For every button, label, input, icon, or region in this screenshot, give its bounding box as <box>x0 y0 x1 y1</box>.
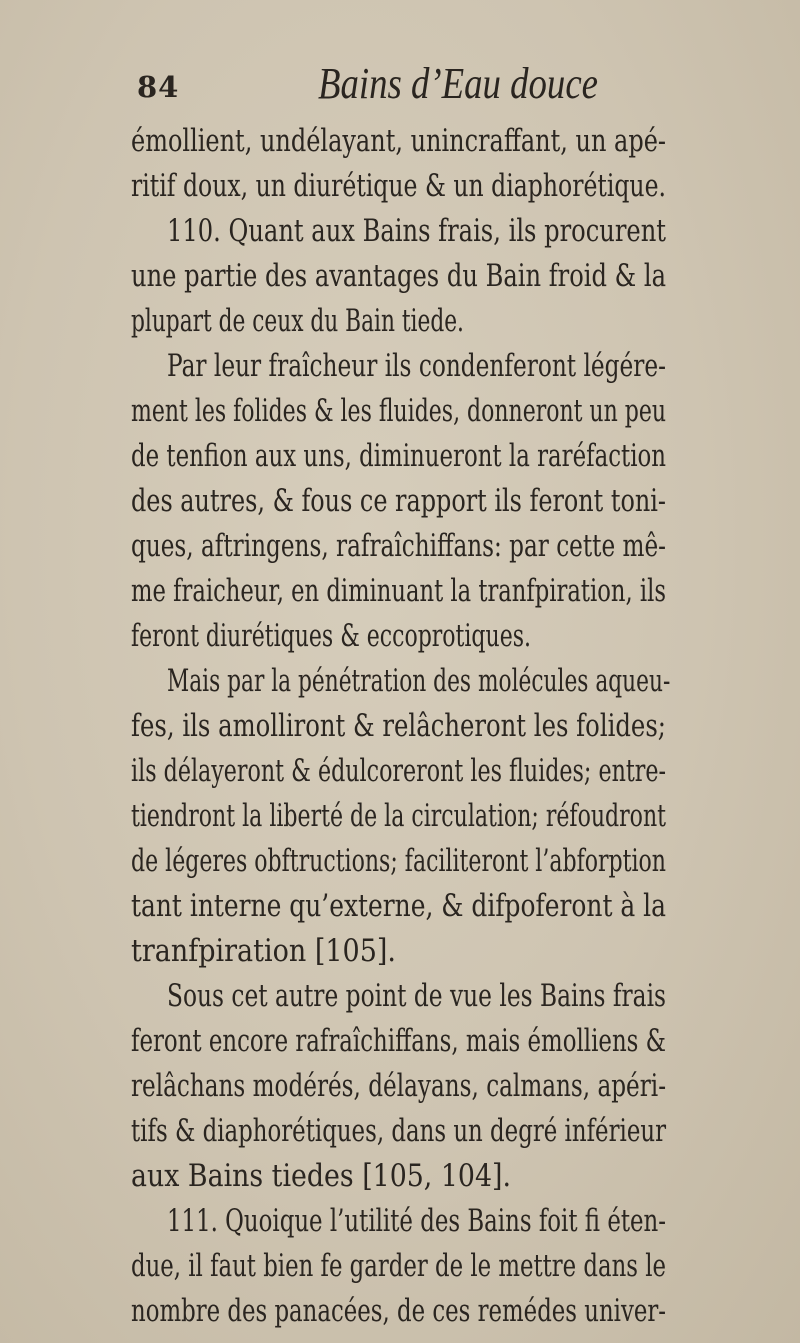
text-line: ritif doux, un diurétique & un diaphorétique. <box>131 168 666 204</box>
text-line: de tenfion aux uns, diminueront la raréfaction <box>131 438 666 474</box>
text-line: tifs & diaphorétiques, dans un degré inférieur <box>131 1113 666 1149</box>
text-line: Par leur fraîcheur ils condenferont légére- <box>167 348 666 384</box>
text-line: feront diurétiques & eccoprotiques. <box>131 618 531 654</box>
text-line: 111. Quoique l’utilité des Bains foit fi éten- <box>167 1203 666 1239</box>
text-line: me fraicheur, en diminuant la tranfpiration, ils <box>131 573 666 609</box>
text-line: aux Bains tiedes [105, 104]. <box>131 1158 511 1194</box>
text-line: tiendront la liberté de la circulation; réfoudront <box>131 798 666 834</box>
text-line: émollient, undélayant, unincraffant, un apé- <box>131 123 666 159</box>
text-line: relâchans modérés, délayans, calmans, apéri- <box>131 1068 666 1104</box>
text-line: fes, ils amolliront & relâcheront les folides; <box>131 708 666 744</box>
text-line: feront encore rafraîchiffans, mais émolliens & <box>131 1023 666 1059</box>
page-header <box>0 58 800 108</box>
text-line: ment les folides & les fluides, donneront un peu <box>131 393 666 429</box>
page-number: 84 <box>137 70 180 104</box>
text-line: ques, aftringens, rafraîchiffans: par cette mê- <box>131 528 666 564</box>
text-line: nombre des panacées, de ces reméd​es univer- <box>131 1293 666 1329</box>
text-line: de légeres obftructions; faciliteront l’abforption <box>131 843 666 879</box>
running-title: Bains d’Eau douce <box>318 59 598 108</box>
text-line: Sous cet autre point de vue les Bains frais <box>167 978 666 1014</box>
text-line: une partie des avantages du Bain froid & la <box>131 258 666 294</box>
text-line: ils délayeront & édulcoreront les fluides; entre- <box>131 753 666 789</box>
text-line: Mais par la pénétration des molécules aqueu- <box>167 663 671 699</box>
text-line: due, il faut bien fe garder de le mettre dans le <box>131 1248 666 1284</box>
text-line: 110. Quant aux Bains frais, ils procurent <box>167 213 666 249</box>
text-line: tranfpiration [105]. <box>131 933 396 969</box>
text-line: des autres, & fous ce rapport ils feront toni- <box>131 483 666 519</box>
text-line: plupart de ceux du Bain tiede. <box>131 303 464 339</box>
text-line: tant interne qu’externe, & difpoferont à la <box>131 888 666 924</box>
